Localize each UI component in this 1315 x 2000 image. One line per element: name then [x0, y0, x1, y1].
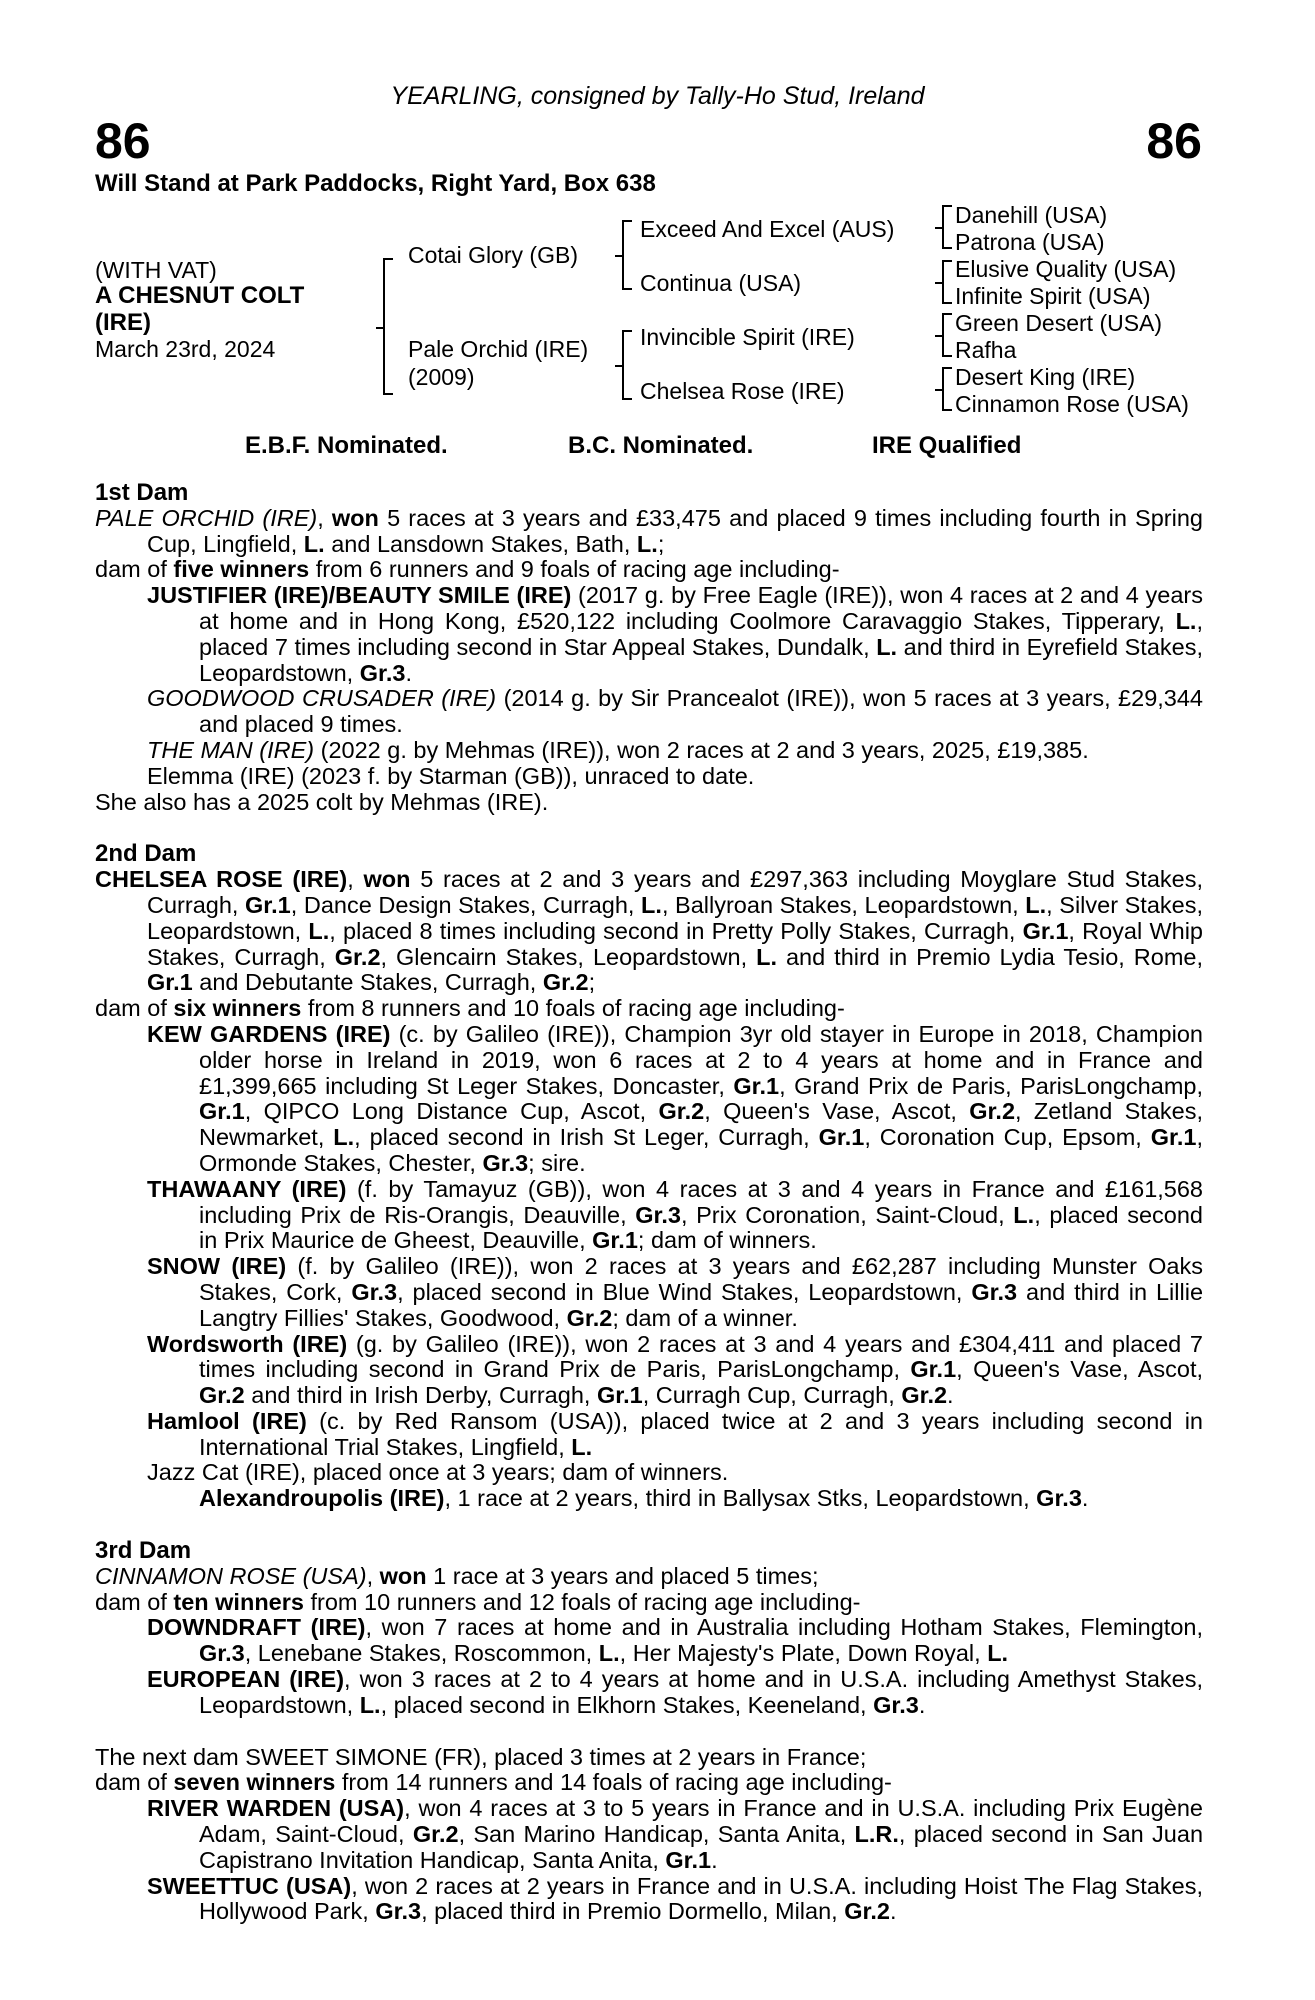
pedigree-brace-sd — [942, 260, 952, 304]
offspring-name: DOWNDRAFT (IRE) — [147, 1614, 366, 1641]
offspring-text: and third in Irish Derby, Curragh, — [244, 1382, 597, 1409]
offspring-text: (f. by Galileo (IRE)), won 2 races at 3 years and £62,287 including Munster Oaks Stakes, Cork, — [199, 1253, 1203, 1305]
offspring-text: , Zetland Stakes, Newmarket, — [199, 1098, 1204, 1151]
offspring-text: (2014 g. by Sir Prancealot (IRE)), won 5 races at 3 years, £29,344 and placed 9 times. — [199, 685, 1203, 738]
listed-mark: L. — [756, 943, 777, 970]
offspring-text: . — [711, 1846, 718, 1873]
offspring-thawaany — [95, 1177, 1203, 1254]
offspring-name: SWEETTUC (USA) — [147, 1872, 352, 1899]
offspring-text: (c. by Red Ransom (USA)), placed twice at 2 and 3 years including second in International Trial Stakes, Lingfield, — [199, 1407, 1203, 1460]
offspring-text: , Curragh Cup, Curragh, — [642, 1382, 902, 1409]
group-mark: Gr.3 — [873, 1691, 919, 1718]
group-mark: Gr.3 — [1036, 1485, 1082, 1512]
offspring-name: Hamlool (IRE) — [147, 1407, 307, 1434]
listed-mark: L. — [641, 891, 662, 918]
offspring-text: ; sire. — [528, 1149, 586, 1176]
won-label: won — [379, 1562, 427, 1589]
listed-mark: L. — [987, 1640, 1009, 1667]
dam-dam: Chelsea Rose (IRE) — [640, 378, 845, 404]
pedigree-brace-dd — [942, 367, 952, 411]
produce-text: dam of — [95, 1588, 174, 1615]
offspring-text: , won 2 races at 2 years in France and in U.S.A. including Hoist The Flag Stakes, Hollywood Park, — [199, 1872, 1203, 1925]
listed-mark: L. — [1025, 891, 1047, 918]
offspring-text: , Queen's Vase, Ascot, — [704, 1098, 970, 1125]
offspring-text: (f. by Tamayuz (GB)), won 4 races at 3 and 4 years in France and £161,568 including Prix de Ris-Orangis, Deauville, — [199, 1175, 1204, 1228]
pedigree-brace-main — [383, 258, 393, 395]
listed-mark: L. — [1013, 1201, 1035, 1228]
offspring-text: , QIPCO Long Distance Cup, Ascot, — [244, 1098, 659, 1125]
offspring-text: , Grand Prix de Paris, ParisLongchamp, — [779, 1072, 1203, 1099]
produce-text: dam of — [95, 995, 174, 1022]
offspring-name: SNOW (IRE) — [147, 1253, 287, 1280]
offspring-jazz-cat: Jazz Cat (IRE), placed once at 3 years; dam of winners. — [147, 1459, 729, 1486]
offspring-text: (2017 g. by Free Eagle (IRE)), won 4 races at 2 and 4 years at home and in Hong Kong, £520,122 including Coolmore Caravaggio Stakes, Tipperary, — [199, 582, 1203, 634]
offspring-text: , Prix Coronation, Saint-Cloud, — [680, 1201, 1014, 1228]
pedigree-body — [95, 480, 1203, 1925]
listed-mark: L. — [598, 1640, 620, 1667]
record-text: 1 race at 3 years and placed 5 times; — [426, 1562, 819, 1589]
vat-note: (WITH VAT) — [95, 257, 217, 283]
second-dam-name: CHELSEA ROSE (IRE) — [95, 866, 348, 893]
offspring-text: , placed second in Elkhorn Stakes, Keeneland, — [380, 1691, 874, 1718]
group-mark: Gr.2 — [901, 1382, 948, 1409]
winner-count: six winners — [173, 995, 302, 1022]
offspring-kew-gardens — [95, 1022, 1203, 1177]
listed-mark: L. — [303, 530, 325, 557]
group-mark: Gr.3 — [635, 1201, 681, 1228]
offspring-name: RIVER WARDEN (USA) — [147, 1795, 405, 1822]
offspring-text: , won 3 races at 2 to 4 years at home and in U.S.A. including Amethyst Stakes, Leopardstown, — [199, 1666, 1203, 1718]
dam-year: (2009) — [408, 364, 475, 390]
offspring-text: and third in Lillie Langtry Fillies' Stakes, Goodwood, — [199, 1278, 1204, 1331]
group-mark: Gr.2 — [969, 1098, 1016, 1125]
group-mark: Gr.1 — [665, 1846, 712, 1873]
offspring-snow — [95, 1254, 1203, 1331]
third-dam-record: CINNAMON ROSE (USA), won 1 race at 3 years and placed 5 times; — [95, 1562, 819, 1589]
group-mark: Gr.1 — [910, 1356, 957, 1383]
listed-mark: L. — [333, 1124, 355, 1151]
offspring-text: , placed second in San Juan Capistrano Invitation Handicap, Santa Anita, — [199, 1821, 1204, 1873]
group-mark: Gr.2 — [566, 1304, 613, 1331]
group-mark: Gr.3 — [482, 1149, 529, 1176]
offspring-text: , Lenebane Stakes, Roscommon, — [244, 1640, 599, 1667]
offspring-the-man — [95, 738, 1203, 764]
group-mark: Gr.1 — [1022, 917, 1069, 944]
third-dam-produce — [95, 1590, 1203, 1616]
first-dam-produce — [95, 557, 1203, 583]
record-text: , placed 8 times including second in Pretty Polly Stakes, Curragh, — [329, 917, 1023, 944]
group-mark: Gr.3 — [199, 1640, 245, 1667]
horse-name-country: (IRE) — [95, 309, 151, 336]
dd-dam: Cinnamon Rose (USA) — [955, 391, 1189, 417]
pedigree-brace-ss — [942, 205, 952, 249]
group-mark: Gr.1 — [245, 891, 291, 918]
ire-qualified: IRE Qualified — [872, 432, 1022, 459]
record-text: , Silver Stakes, Leopardstown, — [147, 891, 1203, 944]
offspring-name: Alexandroupolis (IRE) — [199, 1485, 445, 1512]
lot-number-left: 86 — [95, 113, 151, 169]
first-dam-record: PALE ORCHID (IRE), won 5 races at 3 years and £33,475 and placed 9 times including fourth in Spring Cup, Lingfield, L. and Lansdown Stakes, Bath, L.; — [95, 504, 1203, 557]
consignment-line: YEARLING, consigned by Tally-Ho Stud, Ireland — [390, 82, 925, 110]
produce-text: from 14 runners and 14 foals of racing age including- — [335, 1769, 892, 1796]
offspring-text: , placed second in Irish St Leger, Curragh, — [354, 1124, 819, 1151]
offspring-text: , placed third in Premio Dormello, Milan, — [421, 1898, 845, 1925]
listed-mark: L. — [876, 633, 898, 660]
offspring-text: and third in Eyrefield Stakes, Leopardstown, — [199, 633, 1203, 686]
ss-dam: Patrona (USA) — [955, 229, 1105, 255]
offspring-name: KEW GARDENS (IRE) — [147, 1020, 391, 1047]
offspring-text: , San Marino Handicap, Santa Anita, — [458, 1821, 855, 1848]
offspring-text: , 1 race at 2 years, third in Ballysax Stks, Leopardstown, — [444, 1485, 1037, 1512]
offspring-justifier — [95, 583, 1203, 686]
group-mark: Gr.1 — [199, 1098, 245, 1125]
produce-text: from 10 runners and 12 foals of racing age including- — [303, 1588, 861, 1615]
produce-text: from 8 runners and 10 foals of racing age including- — [301, 995, 845, 1022]
record-text: and Debutante Stakes, Curragh, — [192, 969, 543, 996]
group-mark: Gr.1 — [1150, 1124, 1197, 1151]
offspring-name: THAWAANY (IRE) — [147, 1175, 347, 1202]
group-mark: Gr.2 — [199, 1382, 245, 1409]
listed-mark: L. — [571, 1433, 593, 1460]
produce-text: dam of — [95, 1769, 174, 1796]
group-mark: Gr.2 — [412, 1821, 459, 1848]
record-text: and Lansdown Stakes, Bath, — [324, 530, 637, 557]
pedigree-brace-dam — [622, 330, 632, 400]
lot-number-right: 86 — [1146, 113, 1202, 169]
group-mark: Gr.3 — [359, 659, 406, 686]
offspring-name: Wordsworth (IRE) — [147, 1330, 348, 1357]
grand-offspring-alexandroupolis — [95, 1486, 1203, 1512]
first-dam-also: She also has a 2025 colt by Mehmas (IRE). — [95, 788, 549, 815]
record-text: , Dance Design Stakes, Curragh, — [290, 891, 642, 918]
group-mark: Gr.1 — [596, 1382, 643, 1409]
ss-sire: Danehill (USA) — [955, 202, 1108, 228]
offspring-wordsworth — [95, 1332, 1203, 1409]
offspring-name: THE MAN (IRE) — [147, 736, 315, 763]
sire: Cotai Glory (GB) — [408, 242, 578, 268]
offspring-name: JUSTIFIER (IRE)/BEAUTY SMILE (IRE) — [147, 582, 572, 609]
offspring-text: , Coronation Cup, Epsom, — [864, 1124, 1151, 1151]
record-text: 5 races at 3 years and £33,475 and placed 9 times including fourth in Spring Cup, Lingfield, — [147, 504, 1203, 557]
horse-name: A CHESNUT COLT — [95, 282, 305, 309]
offspring-text: , won 7 races at home and in Australia including Hotham Stakes, Flemington, — [365, 1614, 1203, 1641]
dd-sire: Desert King (IRE) — [955, 364, 1136, 390]
offspring-hamlool — [95, 1409, 1203, 1461]
listed-mark: L. — [359, 1691, 381, 1718]
group-mark: Gr.2 — [844, 1898, 890, 1925]
second-dam-produce — [95, 996, 1203, 1022]
third-dam-heading: 3rd Dam — [95, 1537, 192, 1565]
offspring-text: ; dam of winners. — [637, 1227, 817, 1254]
group-mark: Gr.1 — [733, 1072, 780, 1099]
next-dam-produce — [95, 1770, 1203, 1796]
offspring-text: , placed second in Prix Maurice de Gheest, Deauville, — [199, 1201, 1203, 1254]
produce-text: from 6 runners and 9 foals of racing age including- — [309, 556, 840, 583]
record-text: 5 races at 2 and 3 years and £297,363 including Moyglare Stud Stakes, Curragh, — [147, 866, 1203, 918]
won-label: won — [363, 866, 411, 893]
foaling-date: March 23rd, 2024 — [95, 336, 276, 362]
dam: Pale Orchid (IRE) — [408, 336, 589, 362]
second-dam-heading: 2nd Dam — [95, 840, 197, 868]
offspring-text: , won 4 races at 3 to 5 years in France and in U.S.A. including Prix Eugène Adam, Saint-Cloud, — [199, 1795, 1204, 1848]
group-mark: Gr.3 — [971, 1278, 1018, 1305]
sire-dam: Continua (USA) — [640, 270, 802, 296]
record-text: , Glencairn Stakes, Leopardstown, — [380, 943, 757, 970]
group-mark: Gr.2 — [542, 969, 589, 996]
ebf-nomination: E.B.F. Nominated. — [245, 432, 448, 459]
winner-count: ten winners — [173, 1588, 304, 1615]
group-mark: Gr.1 — [592, 1227, 638, 1254]
next-dam-intro: The next dam SWEET SIMONE (FR), placed 3 times at 2 years in France; — [95, 1743, 867, 1770]
sire-sire: Exceed And Excel (AUS) — [640, 216, 895, 242]
offspring-text: . — [918, 1691, 926, 1718]
offspring-name: GOODWOOD CRUSADER (IRE) — [147, 685, 497, 712]
offspring-text: , Queen's Vase, Ascot, — [956, 1356, 1203, 1383]
offspring-text: (2022 g. by Mehmas (IRE)), won 2 races at 2 and 3 years, 2025, £19,385. — [314, 736, 1089, 763]
produce-text: dam of — [95, 556, 174, 583]
listed-mark: L. — [1175, 607, 1197, 634]
offspring-elemma: Elemma (IRE) (2023 f. by Starman (GB)), unraced to date. — [147, 762, 755, 789]
second-dam-record: CHELSEA ROSE (IRE), won 5 races at 2 and 3 years and £297,363 including Moyglare Stud Stakes, Curragh, Gr.1, Dance Design Stakes, Curragh, L., Ballyroan Stakes, Leopardstown, L., Silver Stakes, Leopardstown, L., placed 8 times including second in Pretty Polly Stakes, Curragh, Gr.1, Royal Whip Stakes, Curragh, Gr.2, Glencairn Stakes, Leopardstown, L. and third in Premio Lydia Tesio, Rome, Gr.1 and Debutante Stakes, Curragh, Gr.2; — [95, 866, 1204, 996]
pedigree-brace-sire — [622, 220, 632, 290]
listed-mark: L.R. — [854, 1821, 899, 1848]
offspring-text: . — [1081, 1485, 1089, 1512]
dam-sire: Invincible Spirit (IRE) — [640, 324, 855, 350]
offspring-text: . — [405, 659, 412, 686]
offspring-text: , Her Majesty's Plate, Down Royal, — [619, 1640, 988, 1667]
stand-location: Will Stand at Park Paddocks, Right Yard, Box 638 — [95, 170, 656, 197]
offspring-downdraft — [95, 1615, 1203, 1667]
bc-nomination: B.C. Nominated. — [568, 432, 754, 459]
offspring-name: EUROPEAN (IRE) — [147, 1666, 345, 1693]
record-text: and third in Premio Lydia Tesio, Rome, — [776, 943, 1204, 970]
listed-mark: L. — [636, 530, 658, 557]
offspring-text: , placed second in Blue Wind Stakes, Leopardstown, — [397, 1278, 972, 1305]
record-text: ; — [588, 969, 596, 996]
offspring-text: ; dam of a winner. — [612, 1304, 798, 1331]
group-mark: Gr.3 — [351, 1278, 398, 1305]
record-text: , Royal Whip Stakes, Curragh, — [147, 917, 1203, 970]
group-mark: Gr.1 — [147, 969, 193, 996]
third-dam-name: CINNAMON ROSE (USA) — [95, 1562, 367, 1589]
sd-dam: Infinite Spirit (USA) — [955, 283, 1151, 309]
won-label: won — [331, 504, 379, 531]
offspring-text: (c. by Galileo (IRE)), Champion 3yr old stayer in Europe in 2018, Champion older horse in Ireland in 2019, won 6 races at 2 to 4 years at home and in France and £1,399,665 including St Leger Stakes, Doncaster, — [199, 1020, 1203, 1099]
sd-sire: Elusive Quality (USA) — [955, 256, 1177, 282]
pedigree-brace-ds — [942, 313, 952, 357]
offspring-european — [95, 1667, 1203, 1719]
winner-count: five winners — [173, 556, 310, 583]
group-mark: Gr.2 — [658, 1098, 705, 1125]
offspring-sweettuc — [95, 1874, 1203, 1926]
offspring-text: , Ormonde Stakes, Chester, — [199, 1124, 1204, 1176]
first-dam-heading: 1st Dam — [95, 479, 189, 506]
offspring-river-warden — [95, 1796, 1203, 1873]
listed-mark: L. — [308, 917, 330, 944]
ds-dam: Rafha — [955, 337, 1017, 363]
group-mark: Gr.3 — [375, 1898, 422, 1925]
winner-count: seven winners — [173, 1769, 336, 1796]
offspring-goodwood-crusader — [95, 686, 1203, 738]
offspring-text: (g. by Galileo (IRE)), won 2 races at 3 and 4 years and £304,411 and placed 7 times including second in Grand Prix de Paris, ParisLongchamp, — [199, 1330, 1203, 1383]
offspring-text: . — [889, 1898, 897, 1925]
offspring-text: , placed 7 times including second in Star Appeal Stakes, Dundalk, — [199, 607, 1203, 660]
record-text: , Ballyroan Stakes, Leopardstown, — [661, 891, 1026, 918]
record-text: ; — [657, 530, 665, 557]
first-dam-name: PALE ORCHID (IRE) — [95, 504, 318, 531]
group-mark: Gr.1 — [818, 1124, 865, 1151]
ds-sire: Green Desert (USA) — [955, 310, 1163, 336]
offspring-text: . — [947, 1382, 954, 1409]
group-mark: Gr.2 — [334, 943, 381, 970]
